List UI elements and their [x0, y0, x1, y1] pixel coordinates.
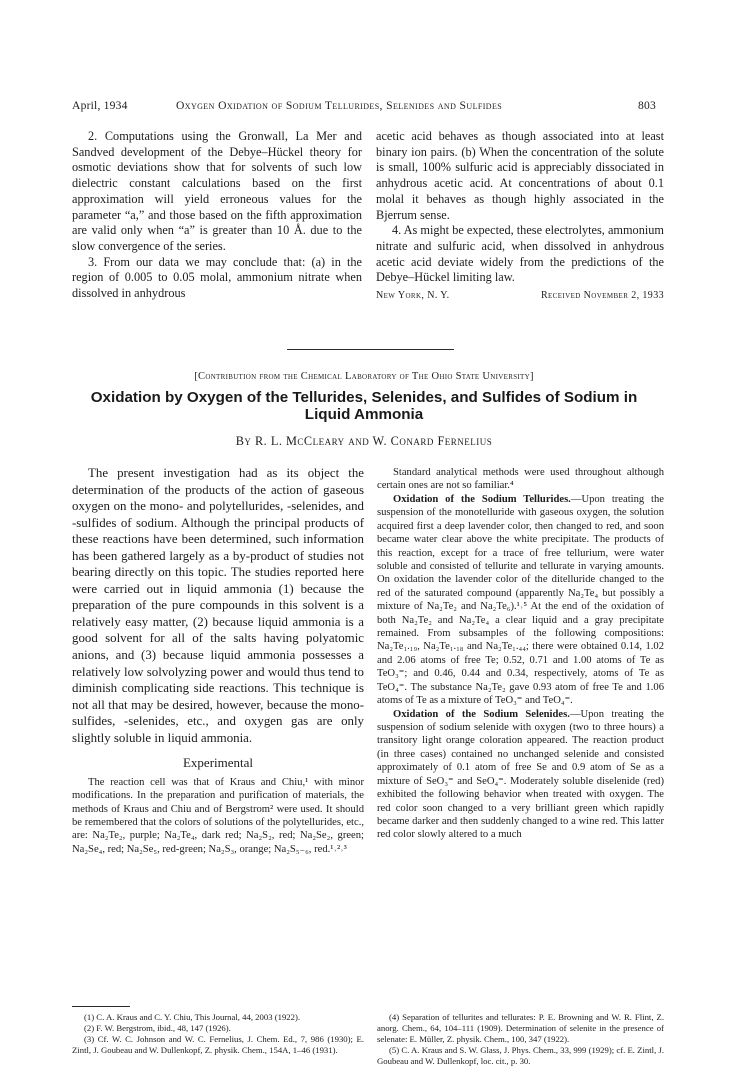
byline: By R. L. McCleary and W. Conard Fernelius: [235, 434, 493, 448]
running-head: [72, 99, 656, 115]
article-divider: [287, 349, 454, 350]
footnote: (4) Separation of tellurites and tellurates: P. E. Browning and W. R. Flint, Z. anorg. Chem., 64, 104–111 (1909). Determination of selenite in the presence of selenate: E. Müller, Z. physik. Chem., 100, 347 (1922).: [377, 1012, 664, 1045]
conclusion-paragraph: acetic acid behaves as though associated into at least binary ion pairs. (b) When the concentration of the solute is small, 100% sulfuric acid is appreciably dissociated in anhydrous acetic acid. At concentrations of about 0.1 molal it behaves as though highly associated in the Bjerrum sense.: [376, 129, 664, 222]
footnote: (2) F. W. Bergstrom, ibid., 48, 147 (1926).: [84, 1023, 231, 1034]
prior-article-left-column: [72, 129, 362, 302]
contribution-line: [72, 371, 656, 382]
footnote: (1) C. A. Kraus and C. Y. Chiu, This Journal, 44, 2003 (1922).: [84, 1012, 301, 1022]
selenides-subheading: Oxidation of the Sodium Selenides.: [393, 708, 570, 720]
intro-paragraph: The present investigation had as its object the determination of the products of the action of gaseous oxygen on the mono- and polytellurides, -selenides, and -sulfides of sodium. Although the principal products of these reactions have been determined, such information has been gathered largely as a by-product of studies not bearing directly on this topic. The studies reported here were carried out in liquid ammonia (1) because the preparation of the pure compounds in this solvent is a relatively easy matter, (2) because liquid ammonia is a good solvent for all of the salts having polyatomic anions, and (3) because liquid ammonia possesses a relatively low solvolyzing power and would thus tend to diminish complicating side reactions. This technique is not all that may be desired, however, because the mono-sulfides, -selenides, etc., and oxygen gas are only slightly soluble in liquid ammonia.: [72, 466, 364, 745]
issue-date: April, 1934: [72, 99, 128, 112]
selenides-paragraph: [377, 708, 664, 842]
footnote: (5) C. A. Kraus and S. W. Glass, J. Phys. Chem., 33, 999 (1929); cf. E. Zintl, J. Goubeau and W. Dullenkopf, loc. cit., p. 30.: [377, 1045, 664, 1067]
prior-article-right-column: [376, 129, 664, 304]
received-date: Received November 2, 1933: [540, 290, 664, 302]
contribution-text: [Contribution from the Chemical Laboratory of The Ohio State University]: [194, 371, 534, 382]
footnotes-right: [377, 1012, 664, 1067]
tellurides-subheading: Oxidation of the Sodium Tellurides.: [393, 493, 571, 505]
experimental-paragraph: The reaction cell was that of Kraus and Chiu,¹ with minor modifications. In the preparation and purification of materials, the methods of Kraus and Chiu and of Bergstrom² were used. It should be remembered that the colors of solutions of the polytellurides, etc., are: Na₂Te₂, purple; Na₂Te₄, dark red; Na₂S₂, red; Na₂Se₂, green; Na₂Se₄, red; Na₂Se₅, red-green; Na₂S₃, orange; Na₂S₅₋₆, red.¹˒²˒³: [72, 776, 364, 855]
conclusion-paragraph: 2. Computations using the Gronwall, La Mer and Sandved development of the Debye–Hückel theory for osmotic deviations show that for solvents of such low dielectric constant calculations based on the first approximation will yield erroneous values for the parameter “a,” and those based on the fifth approximation are valid only when “a” is greater than 10 Å. due to the slow convergence of the series.: [72, 129, 362, 253]
footnote-rule: [72, 1006, 130, 1007]
methods-paragraph: Standard analytical methods were used throughout although certain ones are not so familiar.⁴: [377, 467, 664, 492]
conclusion-paragraph: 3. From our data we may conclude that: (a) in the region of 0.005 to 0.05 molal, ammonium nitrate when dissolved in anhydrous: [72, 254, 362, 301]
tellurides-paragraph: [377, 493, 664, 708]
section-heading: Experimental: [182, 755, 254, 771]
article-left-column: [72, 465, 364, 856]
author-signature: [376, 288, 664, 304]
tellurides-text: —Upon treating the suspension of the monotelluride with gaseous oxygen, the solution acquired first a deep lavender color, then changed to red, and soon became water clear above the white precipitate. The products of this reaction, except for a trace of free tellurium, were water soluble and consisted of tellurite and tellurate in varying amounts. On oxidation the lavender color of the ditelluride changed to the red of the saturated compound (apparently Na₂Te₄ but possibly a mixture of Na₂Te₂ and Na₂Te₆).¹˒⁵ At the end of the oxidation of both Na₂Te₂ and Na₂Te₄ a clear liquid and a gray precipitate remained. From subsamples of the following compositions: Na₂Te₁.₁₉, Na₂Te₁.₁₈ and Na₂Te₁.₄₄; there were obtained 0.14, 1.02 and 2.06 atoms of free Te; 0.52, 0.71 and 1.00 atoms of Te as TeO₃⁼; and 0.46, 0.44 and 0.34, respectively, atoms of Te as TeO₄⁼. The substance Na₂Te₂ gave 0.93 atom of free Te and 1.06 atoms of Te as a mixture of TeO₃⁼ and TeO₄⁼.: [377, 493, 664, 707]
page-number: 803: [638, 99, 656, 112]
article-title: Oxidation by Oxygen of the Tellurides, Selenides, and Sulfides of Sodium in Liquid Ammonia: [90, 389, 638, 423]
footnotes-left: [72, 1012, 364, 1056]
selenides-text: —Upon treating the suspension of sodium selenide with oxygen (two to three hours) a transitory light orange coloration appeared. The reaction product (in three cases) contained no unchanged selenide and consisted approximately of 0.1 atom of free Se and 0.9 atom of Se as a mixture of SeO₃⁼ and SeO₄⁼. Moderately soluble diselenide (red) exhibited the following behavior when treated with oxygen. The red color soon changed to a very brilliant green which rapidly became darker and then suddenly changed to a wine red. This latter red color slowly altered to a much: [377, 708, 664, 841]
footnote: (3) Cf. W. C. Johnson and W. C. Fernelius, J. Chem. Ed., 7, 986 (1930); E. Zintl, J. Goubeau and W. Dullenkopf, Z. physik. Chem., 154A, 1–46 (1931).: [72, 1034, 364, 1056]
running-title: Oxygen Oxidation of Sodium Tellurides, Selenides and Sulfides: [176, 99, 503, 112]
signature-place: New York, N. Y.: [376, 290, 450, 302]
conclusion-paragraph: 4. As might be expected, these electrolytes, ammonium nitrate and sulfuric acid, when dissolved in anhydrous acetic acid deviate widely from the predictions of the Debye–Hückel limiting law.: [376, 223, 664, 285]
article-right-column: [377, 466, 664, 842]
